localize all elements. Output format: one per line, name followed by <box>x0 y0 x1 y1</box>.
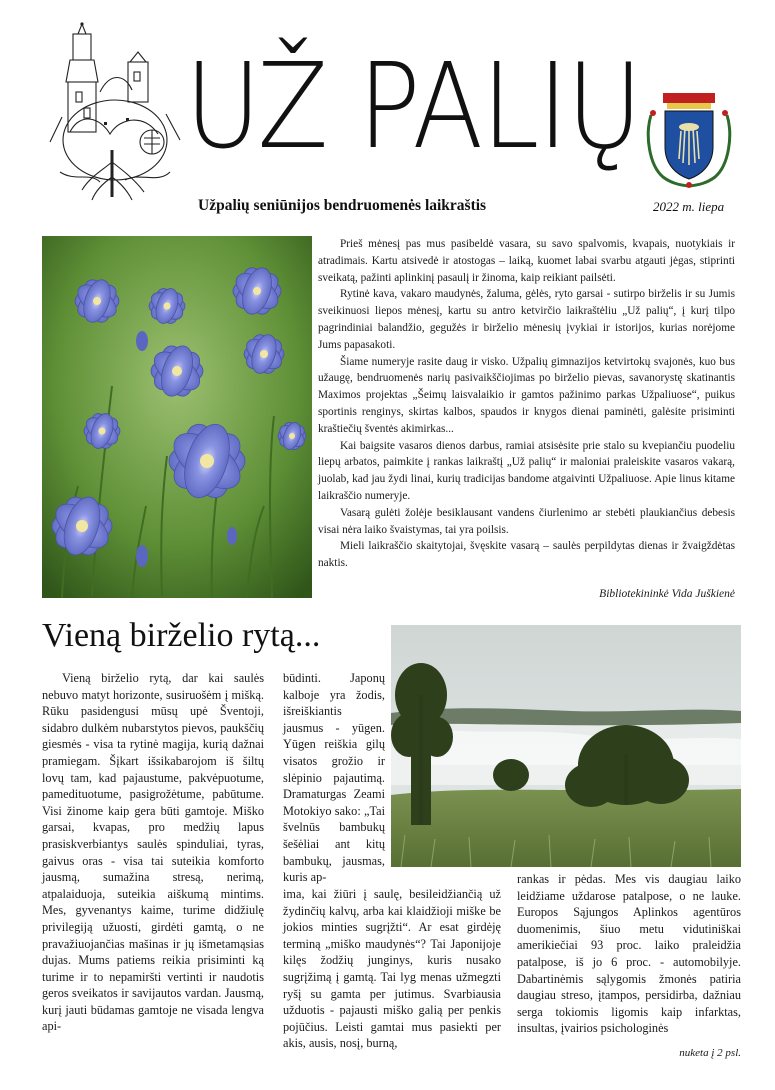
article-column-2-top: būdinti. Japonų kalboje yra žodis, išreiškiantis jausmus - yūgen. Yūgen reiškia gilų visatos grožio ir slėpinio pajautimą. Dramaturgas Zeami Motokiyo sako: „Tai švelnūs bambukų šešėliai ant kitų bambukų, jausmas, kuris ap- <box>283 671 385 885</box>
coat-of-arms-emblem <box>643 85 735 190</box>
intro-paragraph: Rytinė kava, vakaro maudynės, žaluma, gėlės, ryto garsai - sutirpo birželis ir su Jumis sveikinuosi liepos mėnesį, kartu su antro ketvirčio laikraštėliu „Už palių“, į kurį tilpo pagrindiniai balandžio, gegužės ir birželio mėnesių įvykiai ir istorijos, kurias norėjome Jums papasakoti. <box>318 288 735 351</box>
intro-text <box>318 236 735 572</box>
intro-signature: Bibliotekininkė Vida Juškienė <box>599 588 735 600</box>
masthead-illustration <box>40 22 190 204</box>
misty-forest-photo <box>391 625 741 867</box>
intro-paragraph: Prieš mėnesį pas mus pasibeldė vasara, su savo spalvomis, kvapais, nuotykiais ir atradimais. Kartu atsivedė ir atostogas – laiką, kuomet labai svarbu atgauti jėgas, stiprinti sveikatą, pažinti aplinkinį pasaulį ir žinoma, kaip reikiant pailsėti. <box>318 238 735 284</box>
continued-note: nuketa į 2 psl. <box>679 1047 741 1059</box>
article-column-3: rankas ir pėdas. Mes vis daugiau laiko leidžiame uždarose patalpose, o ne lauke. Europos Sąjungos Aplinkos agentūros duomenimis, šiuo metu vidutiniškai amerikiečiai 93 proc. laiko praleidžia patalpose, iš jo 6 proc. - automobilyje. Dabartinėmis sąlygomis žmonės patiria daugiau streso, įtampos, persidirba, dažniau serga tokiomis ligomis kaip infarktas, insultas, įvairios psichologinės <box>517 872 741 1036</box>
article-title: Vieną birželio rytą... <box>42 617 321 654</box>
newspaper-subtitle: Užpalių seniūnijos bendruomenės laikraštis <box>198 197 487 214</box>
intro-paragraph: Kai baigsite vasaros dienos darbus, ramiai atsisėsite prie stalo su kvepiančiu puodeliu liepų arbatos, paimkite į rankas laikraštį „Už palių“ ir maloniai praleiskite vasaros vakarą, juolab, kad jau žydi linai, kurių tradicijas bandome atgaivinti Užpaliuose. Apie linus kitame laikraščio numeryje. <box>318 439 735 502</box>
flax-flowers-photo <box>42 236 312 598</box>
intro-paragraph: Mieli laikraščio skaitytojai, švęskite vasarą – saulės perpildytas dienas ir žvaigždėtas naktis. <box>318 540 735 570</box>
issue-date: 2022 m. liepa <box>653 199 725 214</box>
article-column-2-bottom: ima, kai žiūri į saulę, besileidžiančią už žydinčių kalvų, arba kai klaidžioji miške be jokios minties sugrįžti“. Ar esat girdėję terminą „miško maudynės“? Tai Japonijoje kilęs žodžių junginys, kuris nusako sugrįžimą į gamtą. Tai lyg menas užmegzti ryšį su gamta per jutimus. Svarbiausia užduotis - pajausti miško galią per penkis pojūčius. Leisti gamtai mus pasiekti per akis, ausis, nosį, burną, <box>283 887 501 1051</box>
intro-paragraph: Vasarą gulėti žolėje besiklausant vandens čiurlenimo ar stebėti plaukiančius debesis visai nėra laiko švaistymas, tai yra poilsis. <box>318 506 735 536</box>
masthead-title: UŽ PALIŲ <box>185 37 641 175</box>
article-column-1: Vieną birželio rytą, dar kai saulės nebuvo matyt horizonte, susiruošėm į mišką. Rūku pasidengusi mūsų upė Šventoji, sidabro dulkėm nubarstytos pievos, paukščių giesmės - visa ta rytinė magija, kurią dažnai pramiegam. Šįkart išsikabarojom iš šiltų lovų tam, kad pajaustume, pakvėpuotume, pamedituotume, pasigrožėtume, pabūtume. Visi žinome kaip gera būti gamtoje. Miško garsai, kvapas, pro medžių lapus prasiskverbiantys saulės spinduliai, tyras, gaivus oras - visa tai suteikia komforto jausmą, sumažina stresą, nerimą, atpalaiduoja, suteikia aiškumą mintims. Mes, gyvenantys kaime, turime didžiulę privilegiją užuosti, girdėti gamtą, o ne pravažiuojančias mašinas ir jų išmetamąsias dujas. Mums patiems reikia prisiminti ką turime ir to nepamiršti vertinti ir naudotis geros sveikatos ir savijautos vardan. Jausmą, kurį jauti būdamas gamtoje ne visada lengva api- <box>42 671 264 1034</box>
intro-paragraph: Šiame numeryje rasite daug ir visko. Užpalių gimnazijos ketvirtokų svajonės, kuo bus užaugę, bendruomenės narių pasivaikščiojimas po birželio pievas, savanorystę skatinantis Maximos projektas „Šeimų laisvalaikio ir gamtos pažinimo parkas Užpaliuose“, puikus sportinis renginys, skirtas kalbos, spaudos ir knygos dienai paminėti, galėsite prisiminti kraštiečių šventės akimirkas... <box>318 355 735 435</box>
